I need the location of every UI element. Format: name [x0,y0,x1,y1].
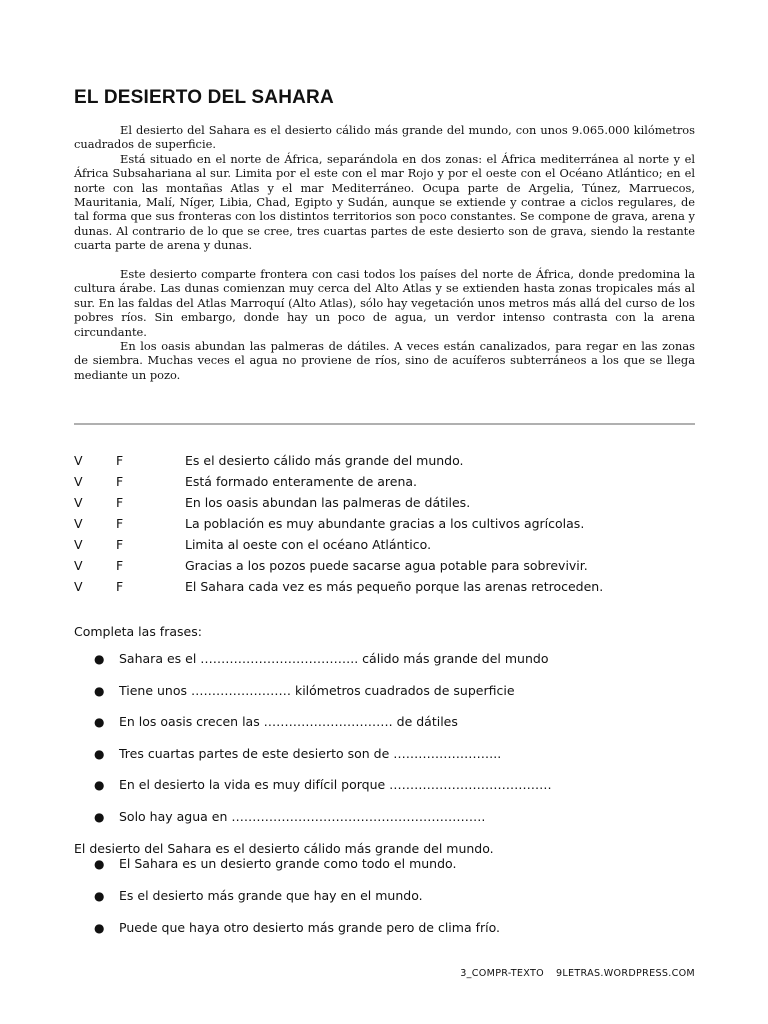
fill-in-item[interactable] [74,651,552,683]
answer-options [74,856,500,952]
fill-in-item[interactable] [74,683,552,715]
fill-in-text: En el desierto la vida es muy difícil porque ………………………………… [119,777,552,793]
bullet-icon: ● [94,778,105,793]
fill-in-text: Solo hay agua en ……………………………………………………. [119,808,486,824]
false-option[interactable]: F [116,453,124,468]
false-option[interactable]: F [116,558,124,573]
section-divider [74,423,695,425]
true-false-list [74,453,695,600]
true-false-item [74,474,695,495]
footer-site: 9LETRAS.WORDPRESS.COM [555,968,695,979]
page-title: EL DESIERTO DEL SAHARA [74,87,334,108]
fill-in-item[interactable] [74,746,552,778]
true-option[interactable]: V [74,516,83,531]
statement: En los oasis abundan las palmeras de dátiles. [185,495,471,510]
true-option[interactable]: V [74,558,83,573]
statement: Está formado enteramente de arena. [185,474,418,489]
false-option[interactable]: F [116,516,124,531]
false-option[interactable]: F [116,495,124,510]
answer-option[interactable] [74,920,500,952]
fill-in-item[interactable] [74,777,552,809]
paragraph: Está situado en el norte de África, separándola en dos zonas: el África mediterránea al norte y el África Subsahariana al sur. Limita por el este con el mar Rojo y por el oeste con el Océano Atlántico; en el norte con las montañas Atlas y el mar Mediterráneo. Ocupa parte de Argelia, Túnez, Marruecos, Mauritania, Malí, Níger, Libia, Chad, Egipto y Sudán, aunque se extiende y contrae a ciclos regulares, de tal forma que sus fronteras con los distintos territorios son poco constantes. Se compone de grava, arena y dunas. Al contrario de lo que se cree, tres cuartas partes de este desierto son de grava, siendo la restante cuarta parte de arena y dunas. [74,151,695,253]
true-false-item [74,516,695,537]
bullet-icon: ● [94,857,105,871]
bullet-icon: ● [94,889,105,903]
paragraph: El desierto del Sahara es el desierto cálido más grande del mundo, con unos 9.065.000 kilómetros cuadrados de superficie. [74,123,695,152]
true-false-item [74,495,695,516]
fill-in-text: En los oasis crecen las …………………………. de dátiles [119,714,458,730]
true-option[interactable]: V [74,474,83,489]
bullet-icon: ● [94,809,105,824]
answer-option[interactable] [74,888,500,920]
statement: Gracias a los pozos puede sacarse agua potable para sobrevivir. [185,558,588,573]
paragraph: En los oasis abundan las palmeras de dátiles. A veces están canalizados, para regar en las zonas de siembra. Muchas veces el agua no proviene de ríos, sino de acuíferos subterráneos a los que se llega mediante un pozo. [74,339,695,382]
footer-label: 3_COMPR-TEXTO [460,968,544,979]
bullet-icon: ● [94,683,105,698]
reading-text [74,123,695,382]
paragraph: Este desierto comparte frontera con casi todos los países del norte de África, donde predomina la cultura árabe. Las dunas comienzan muy cerca del Alto Atlas y se extienden hasta zonas tropicales más al sur. En las faldas del Atlas Marroquí (Alto Atlas), sólo hay vegetación unos metros más allá del curso de los pobres ríos. Sin embargo, donde hay un poco de agua, un verdor intenso contrasta con la arena circundante. [74,267,695,339]
fill-in-list [74,651,552,841]
statement: El Sahara cada vez es más pequeño porque las arenas retroceden. [185,579,604,594]
complete-title: Completa las frases: [74,624,202,639]
true-option[interactable]: V [74,537,83,552]
bullet-icon: ● [94,921,105,935]
true-false-item [74,537,695,558]
fill-in-item[interactable] [74,714,552,746]
true-false-item [74,453,695,474]
statement: La población es muy abundante gracias a los cultivos agrícolas. [185,516,585,531]
true-option[interactable]: V [74,495,83,510]
question-statement: El desierto del Sahara es el desierto cálido más grande del mundo. [74,841,494,856]
answer-text: Es el desierto más grande que hay en el mundo. [119,888,423,903]
true-option[interactable]: V [74,453,83,468]
fill-in-item[interactable] [74,809,552,841]
answer-option[interactable] [74,856,500,888]
page-footer [460,968,695,979]
true-false-item [74,558,695,579]
false-option[interactable]: F [116,474,124,489]
statement: Es el desierto cálido más grande del mundo. [185,453,464,468]
true-false-item [74,579,695,600]
false-option[interactable]: F [116,579,124,594]
fill-in-text: Tiene unos …………………… kilómetros cuadrados de superficie [119,682,515,698]
answer-text: El Sahara es un desierto grande como todo el mundo. [119,856,457,871]
bullet-icon: ● [94,746,105,761]
answer-text: Puede que haya otro desierto más grande pero de clima frío. [119,920,500,935]
true-option[interactable]: V [74,579,83,594]
bullet-icon: ● [94,715,105,730]
false-option[interactable]: F [116,537,124,552]
fill-in-text: Tres cuartas partes de este desierto son de …………………….. [119,745,502,761]
statement: Limita al oeste con el océano Atlántico. [185,537,432,552]
fill-in-text: Sahara es el ……………………………….. cálido más grande del mundo [119,651,549,666]
bullet-icon: ● [94,652,105,666]
